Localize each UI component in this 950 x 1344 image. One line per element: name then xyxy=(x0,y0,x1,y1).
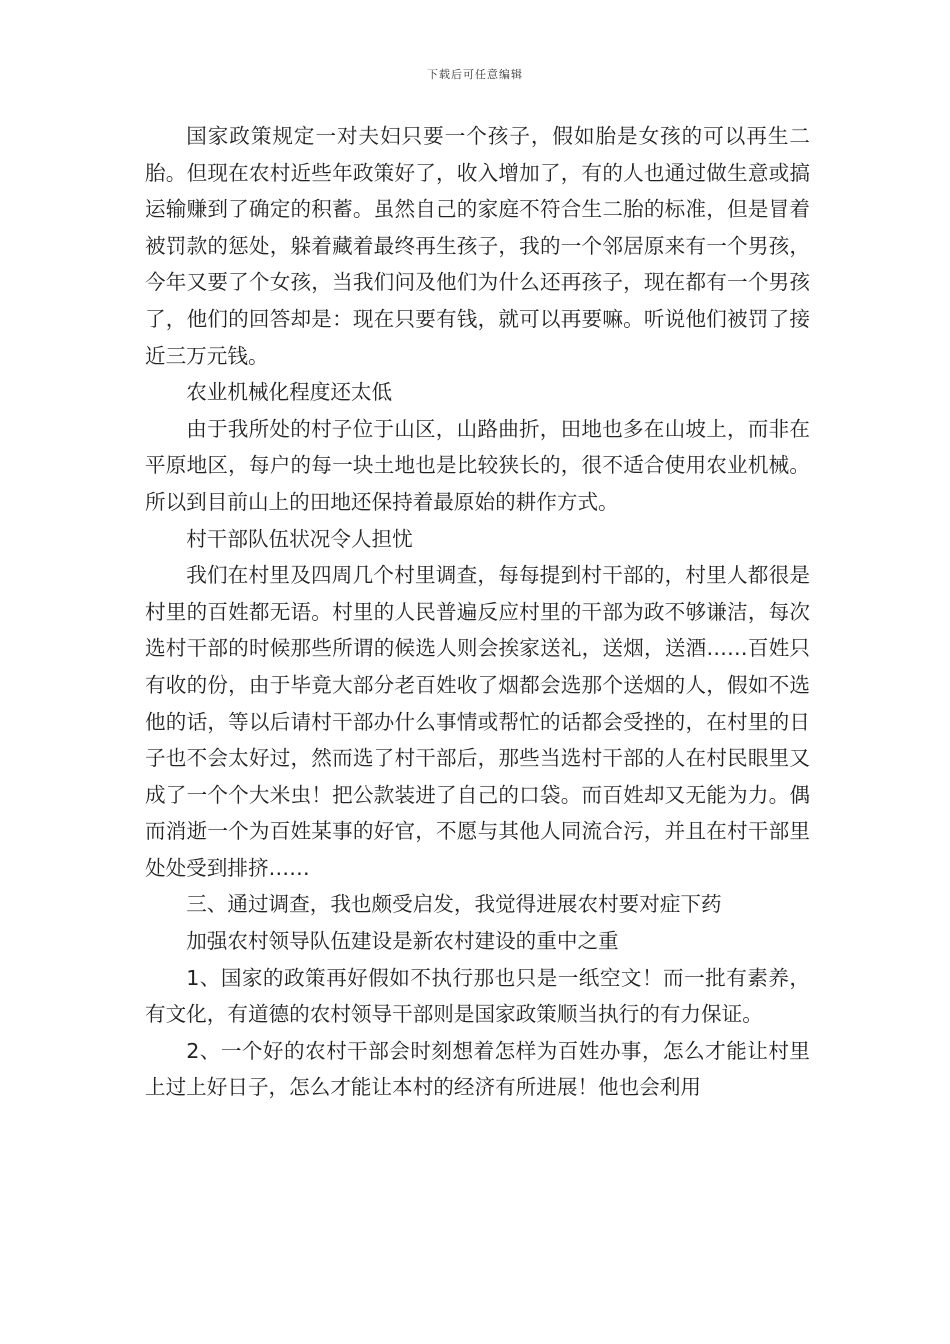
heading-leadership: 加强农村领导队伍建设是新农村建设的重中之重 xyxy=(186,929,619,954)
paragraph-item-1: 1、国家的政策再好假如不执行那也只是一纸空文！而一批有素养，有文化，有道德的农村领导干部则是国家政策顺当执行的有力保证。 xyxy=(145,965,810,1027)
paragraph-mechanization: 由于我所处的村子位于山区，山路曲折，田地也多在山坡上，而非在平原地区，每户的每一块土地也是比较狭长的，很不适合使用农业机械。所以到目前山上的田地还保持着最原始的耕作方式。 xyxy=(145,416,810,514)
document-body xyxy=(145,118,810,1106)
heading-cadres: 村干部队伍状况令人担忧 xyxy=(186,526,413,551)
paragraph-item-2: 2、一个好的农村干部会时刻想着怎样为百姓办事，怎么才能让村里上过上好日子，怎么才能让本村的经济有所进展！他也会利用 xyxy=(145,1038,810,1100)
header-note: 下载后可任意编辑 xyxy=(427,68,523,81)
heading-mechanization: 农业机械化程度还太低 xyxy=(186,380,393,405)
paragraph-cadres: 我们在村里及四周几个村里调查，每每提到村干部的，村里人都很是村里的百姓都无语。村里的人民普遍反应村里的干部为政不够谦洁，每次选村干部的时候那些所谓的候选人则会挨家送礼，送烟，送酒……百姓只有收的份，由于毕竟大部分老百姓收了烟都会选那个送烟的人，假如不选他的话，等以后请村干部办什么事情或帮忙的话都会受挫的，在村里的日子也不会太好过，然而选了村干部后，那些当选村干部的人在村民眼里又成了一个个大米虫！把公款装进了自己的口袋。而百姓却又无能为力。偶而消逝一个为百姓某事的好官，不愿与其他人同流合污，并且在村干部里处处受到排挤…… xyxy=(145,563,810,880)
heading-section-three: 三、通过调查，我也颇受启发，我觉得进展农村要对症下药 xyxy=(186,892,722,917)
paragraph-policy: 国家政策规定一对夫妇只要一个孩子，假如胎是女孩的可以再生二胎。但现在农村近些年政策好了，收入增加了，有的人也通过做生意或搞运输赚到了确定的积蓄。虽然自己的家庭不符合生二胎的标准，但是冒着被罚款的惩处，躲着藏着最终再生孩子，我的一个邻居原来有一个男孩，今年又要了个女孩，当我们问及他们为什么还再孩子，现在都有一个男孩了，他们的回答却是：现在只要有钱，就可以再要嘛。听说他们被罚了接近三万元钱。 xyxy=(145,124,810,368)
